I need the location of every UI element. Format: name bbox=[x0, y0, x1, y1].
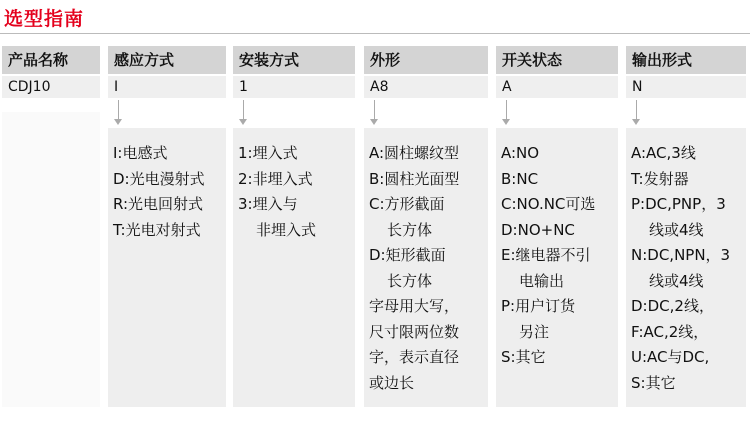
column-mounting-method bbox=[233, 46, 355, 98]
page-title: 选型指南 bbox=[4, 8, 85, 30]
column-value: 1 bbox=[233, 76, 355, 98]
option-line: F:AC,2线， bbox=[631, 322, 709, 341]
connector-line bbox=[636, 100, 637, 120]
options-box bbox=[626, 128, 746, 407]
option-line: P:用户订货 bbox=[501, 297, 576, 315]
option-line: A:AC,3线 bbox=[631, 144, 696, 162]
option-line: N:DC,NPN，3 bbox=[631, 246, 731, 264]
connector-line bbox=[243, 100, 244, 120]
column-header: 外形 bbox=[364, 46, 488, 74]
option-line: 长方体 bbox=[387, 220, 433, 239]
option-line: 长方体 bbox=[387, 271, 433, 290]
option-line: 另注 bbox=[519, 322, 550, 341]
option-line: E:继电器不引 bbox=[501, 246, 591, 264]
column-value: A bbox=[496, 76, 618, 98]
column-header: 开关状态 bbox=[496, 46, 618, 74]
connector-line bbox=[374, 100, 375, 120]
column-value: A8 bbox=[364, 76, 488, 98]
option-line: D:光电漫射式 bbox=[113, 169, 205, 188]
column-switch-state bbox=[496, 46, 618, 98]
options-box bbox=[496, 128, 618, 407]
arrow-down-icon bbox=[239, 119, 247, 125]
connector-line bbox=[118, 100, 119, 120]
options-box bbox=[233, 128, 355, 407]
option-line: 字母用大写， bbox=[369, 297, 460, 315]
option-line: C:方形截面 bbox=[369, 195, 445, 213]
arrow-down-icon bbox=[632, 119, 640, 125]
option-line: D:NO+NC bbox=[501, 220, 575, 239]
column-header: 安装方式 bbox=[233, 46, 355, 74]
option-line: I:电感式 bbox=[113, 144, 168, 162]
column-value: CDJ10 bbox=[2, 76, 100, 98]
column-header: 感应方式 bbox=[108, 46, 226, 74]
option-line: S:其它 bbox=[631, 373, 676, 392]
title-divider bbox=[0, 33, 750, 34]
column-header: 输出形式 bbox=[626, 46, 746, 74]
options-box bbox=[108, 128, 226, 407]
arrow-down-icon bbox=[370, 119, 378, 125]
option-line: D:DC,2线， bbox=[631, 297, 714, 315]
option-line: T:发射器 bbox=[631, 169, 689, 188]
connector-line bbox=[506, 100, 507, 120]
option-line: 非埋入式 bbox=[256, 220, 317, 239]
arrow-down-icon bbox=[502, 119, 510, 125]
option-line: B:圆柱光面型 bbox=[369, 169, 460, 188]
option-line: 线或4线 bbox=[649, 271, 704, 290]
column-shape bbox=[364, 46, 488, 98]
option-line: C:NO.NC可选 bbox=[501, 195, 596, 213]
option-line: A:圆柱螺纹型 bbox=[369, 144, 460, 162]
option-line: U:AC与DC, bbox=[631, 348, 710, 366]
option-line: 尺寸限两位数 bbox=[369, 322, 460, 341]
column-value: I bbox=[108, 76, 226, 98]
arrow-down-icon bbox=[114, 119, 122, 125]
option-line: S:其它 bbox=[501, 348, 546, 366]
option-line: 2:非埋入式 bbox=[238, 169, 313, 188]
option-line: 3:埋入与 bbox=[238, 195, 298, 213]
option-line: P:DC,PNP，3 bbox=[631, 195, 726, 213]
option-line: R:光电回射式 bbox=[113, 195, 204, 213]
option-line: T:光电对射式 bbox=[113, 220, 201, 239]
option-line: A:NO bbox=[501, 144, 540, 162]
options-box bbox=[364, 128, 488, 407]
column-value: N bbox=[626, 76, 746, 98]
option-line: 字，表示直径 bbox=[369, 348, 460, 366]
column-header: 产品名称 bbox=[2, 46, 100, 74]
option-line: 或边长 bbox=[369, 373, 415, 392]
column-product-name bbox=[2, 46, 100, 98]
product-name-blank-area bbox=[2, 112, 100, 407]
option-line: D:矩形截面 bbox=[369, 246, 446, 264]
option-line: 线或4线 bbox=[649, 220, 704, 239]
column-sensing-method bbox=[108, 46, 226, 98]
option-line: 1:埋入式 bbox=[238, 144, 298, 162]
column-output-type bbox=[626, 46, 746, 98]
option-line: 电输出 bbox=[519, 271, 565, 290]
option-line: B:NC bbox=[501, 169, 539, 188]
